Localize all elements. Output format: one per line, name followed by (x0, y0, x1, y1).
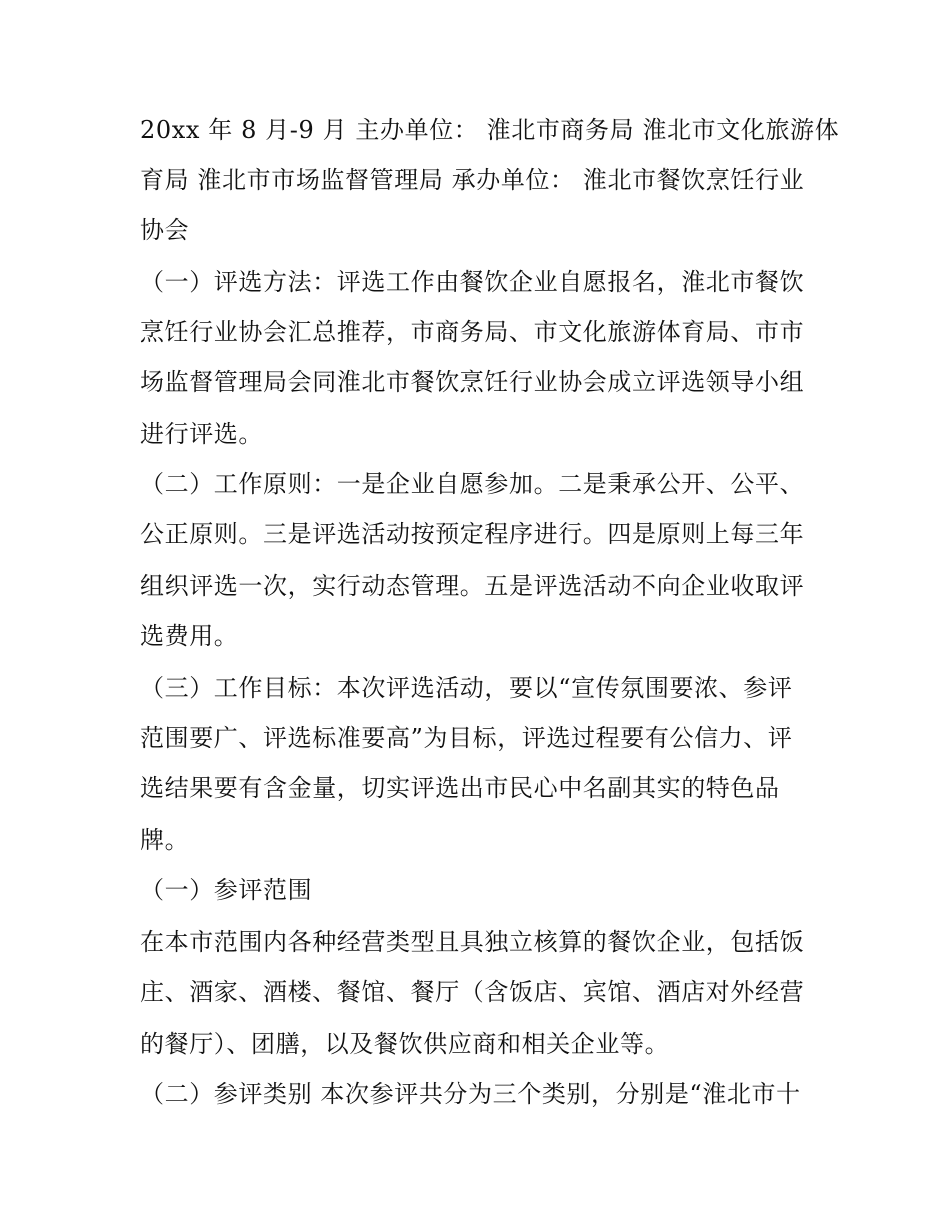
line-11: 选费用。 (140, 622, 239, 650)
line-19: 的餐厅）、团膳，以及餐饮供应商和相关企业等。 (140, 1030, 670, 1058)
line-08: （二）工作原则：一是企业自愿参加。二是秉承公开、公平、 (140, 470, 805, 498)
line-20: （二）参评类别 本次参评共分为三个类别，分别是“淮北市十 (140, 1080, 801, 1108)
line-17: 在本市范围内各种经营类型且具独立核算的餐饮企业，包括饭 (140, 928, 805, 956)
line-14: 选结果要有含金量，切实评选出市民心中名副其实的特色品 (140, 774, 780, 802)
line-18: 庄、酒家、酒楼、餐馆、餐厅（含饭店、宾馆、酒店对外经营 (140, 978, 805, 1006)
line-09: 公正原则。三是评选活动按预定程序进行。四是原则上每三年 (140, 520, 805, 548)
line-05: 烹饪行业协会汇总推荐，市商务局、市文化旅游体育局、市市 (140, 318, 805, 346)
line-02: 育局 淮北市市场监督管理局 承办单位： 淮北市餐饮烹饪行业 (140, 166, 805, 194)
line-01: 20xx 年 8 月-9 月 主办单位： 淮北市商务局 淮北市文化旅游体 (140, 116, 840, 144)
line-06: 场监督管理局会同淮北市餐饮烹饪行业协会成立评选领导小组 (140, 368, 805, 396)
line-16: （一）参评范围 (140, 876, 313, 904)
line-07: 进行评选。 (140, 420, 263, 448)
line-15: 牌。 (140, 826, 190, 854)
line-10: 组织评选一次，实行动态管理。五是评选活动不向企业收取评 (140, 572, 805, 600)
line-04: （一）评选方法：评选工作由餐饮企业自愿报名，淮北市餐饮 (140, 268, 805, 296)
line-13: 范围要广、评选标准要高”为目标，评选过程要有公信力、评 (140, 724, 793, 752)
line-12: （三）工作目标：本次评选活动，要以“宣传氛围要浓、参评 (140, 674, 793, 702)
line-03: 协会 (140, 216, 190, 244)
